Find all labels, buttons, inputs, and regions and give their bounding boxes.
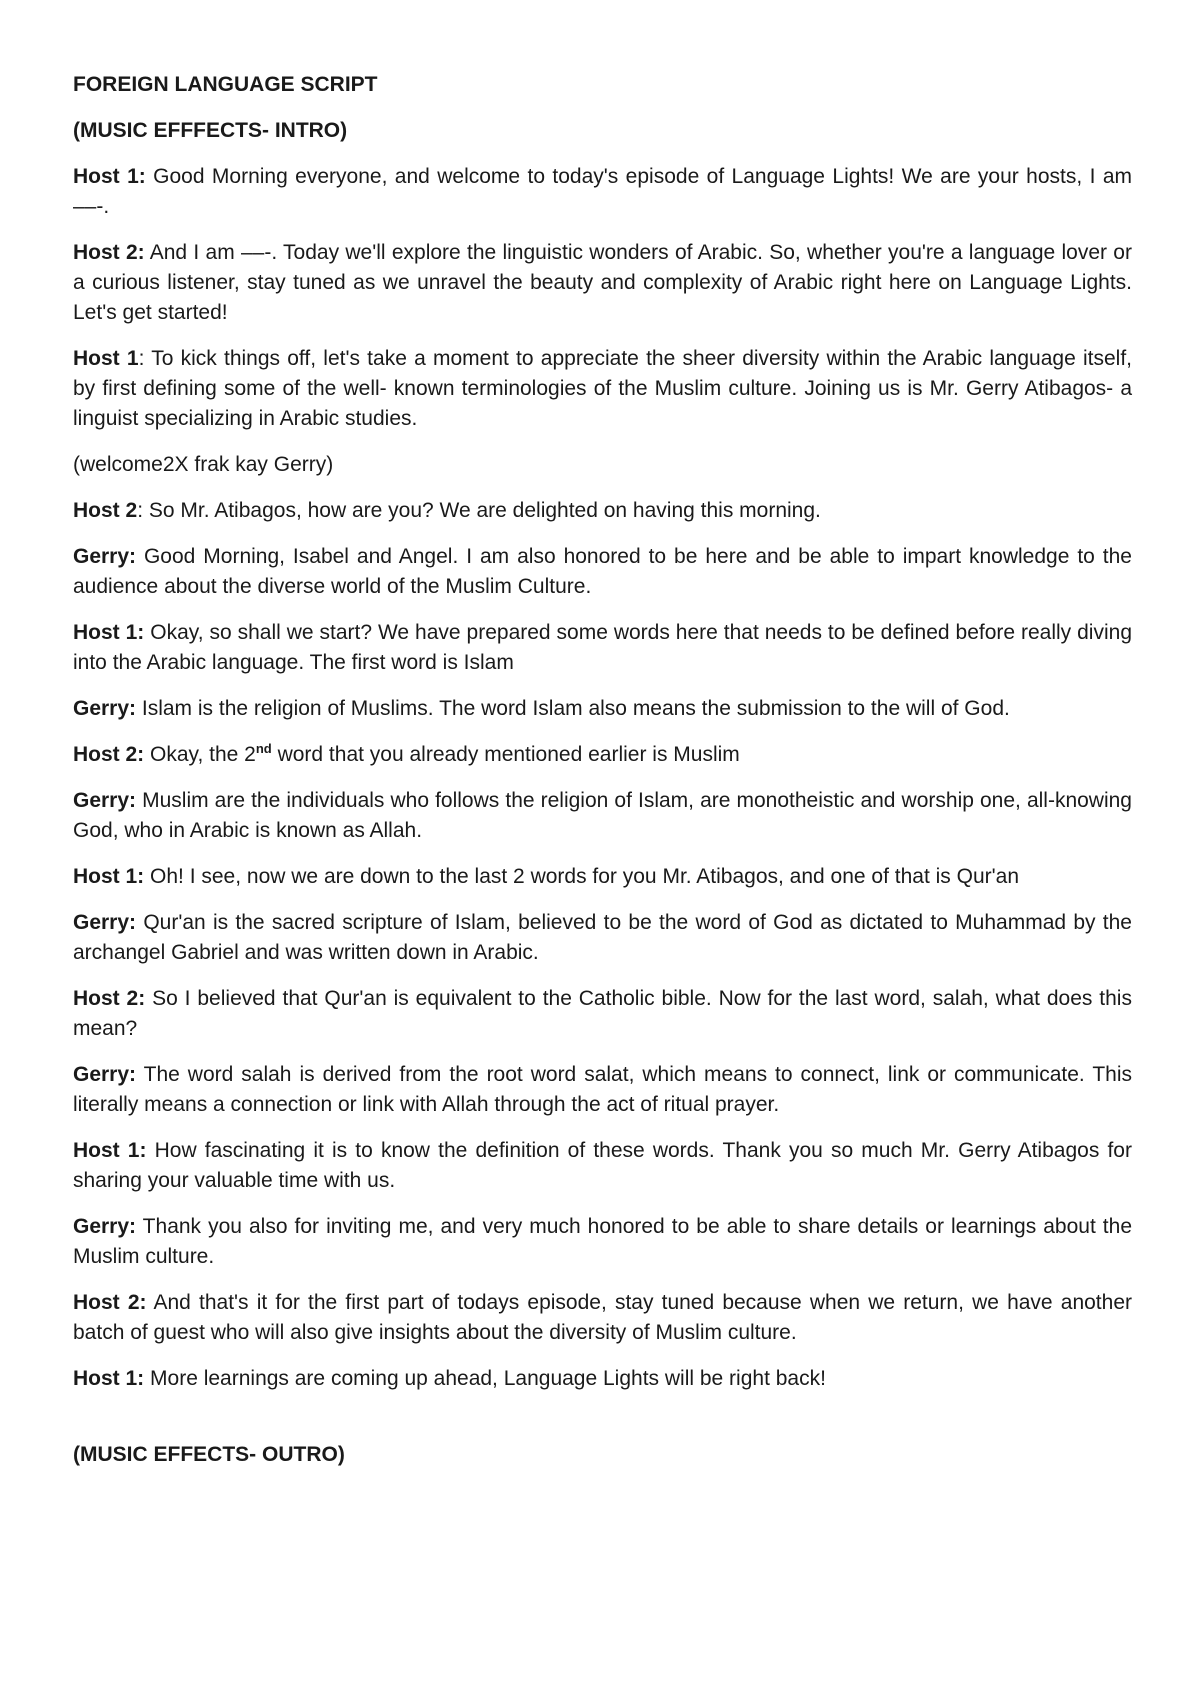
speaker-label: Host 2: (73, 1291, 147, 1314)
dialogue-text: More learnings are coming up ahead, Language Lights will be right back! (144, 1367, 826, 1390)
dialogue-line (73, 542, 1132, 602)
speaker-label: Host 1: (73, 165, 146, 188)
dialogue-line (73, 1364, 1132, 1394)
dialogue-line (73, 1212, 1132, 1272)
speaker-label: Host 1: (73, 1367, 145, 1390)
dialogue-text: : To kick things off, let's take a moment to appreciate the sheer diversity within the Arabic language itself, by first defining some of the well- known terminologies of the Muslim culture. Joining us is Mr. Gerry Atibagos- a linguist specializing in Arabic studies. (73, 347, 1132, 430)
script-title: FOREIGN LANGUAGE SCRIPT (73, 73, 378, 96)
dialogue-line (73, 862, 1132, 892)
dialogue-line (73, 1136, 1132, 1196)
dialogue-line (73, 344, 1132, 434)
dialogue-line (73, 694, 1132, 724)
dialogue-text: Muslim are the individuals who follows the religion of Islam, are monotheistic and worship one, all-knowing God, who in Arabic is known as Allah. (73, 789, 1132, 842)
ordinal-superscript: nd (255, 741, 272, 756)
dialogue-text: And I am ––-. Today we'll explore the linguistic wonders of Arabic. So, whether you're a language lover or a curious listener, stay tuned as we unravel the beauty and complexity of Arabic right here on Language Lights. Let's get started! (73, 241, 1132, 324)
dialogue-text: Oh! I see, now we are down to the last 2 words for you Mr. Atibagos, and one of that is Qur'an (144, 865, 1020, 888)
speaker-label: Host 1: (73, 865, 145, 888)
dialogue-text: word that you already mentioned earlier is Muslim (271, 743, 740, 766)
dialogue-text: Good Morning, Isabel and Angel. I am also honored to be here and be able to impart knowledge to the audience about the diverse world of the Muslim Culture. (73, 545, 1132, 598)
speaker-label: Gerry: (73, 911, 137, 934)
speaker-label: Host 2 (73, 499, 138, 522)
dialogue-text: : So Mr. Atibagos, how are you? We are delighted on having this morning. (137, 499, 821, 522)
dialogue-line (73, 162, 1132, 222)
dialogue-text: Good Morning everyone, and welcome to today's episode of Language Lights! We are your hosts, I am ––-. (73, 165, 1132, 218)
speaker-label: Gerry: (73, 1215, 137, 1238)
intro-music-cue: (MUSIC EFFFECTS- INTRO) (73, 119, 348, 142)
speaker-label: Host 1: (73, 621, 145, 644)
speaker-label: Host 2: (73, 241, 145, 264)
dialogue-text: Okay, so shall we start? We have prepared some words here that needs to be defined before really diving into the Arabic language. The first word is Islam (73, 621, 1132, 674)
dialogue-line (73, 618, 1132, 678)
dialogue-text: Okay, the 2 (144, 743, 256, 766)
speaker-label: Host 1: (73, 1139, 147, 1162)
dialogue-line (73, 908, 1132, 968)
speaker-label: Host 2: (73, 987, 146, 1010)
speaker-label: Host 2: (73, 743, 145, 766)
dialogue-line (73, 1060, 1132, 1120)
dialogue-line (73, 496, 1132, 526)
outro-music-cue: (MUSIC EFFECTS- OUTRO) (73, 1443, 345, 1466)
dialogue-text: And that's it for the first part of todays episode, stay tuned because when we return, we have another batch of guest who will also give insights about the diversity of Muslim culture. (73, 1291, 1132, 1344)
dialogue-text: How fascinating it is to know the definition of these words. Thank you so much Mr. Gerry Atibagos for sharing your valuable time with us. (73, 1139, 1132, 1192)
dialogue-text: Thank you also for inviting me, and very much honored to be able to share details or learnings about the Muslim culture. (73, 1215, 1132, 1268)
dialogue-text: The word salah is derived from the root word salat, which means to connect, link or communicate. This literally means a connection or link with Allah through the act of ritual prayer. (73, 1063, 1132, 1116)
dialogue-line (73, 740, 1132, 770)
speaker-label: Gerry: (73, 697, 137, 720)
dialogue-text: Islam is the religion of Muslims. The word Islam also means the submission to the will of God. (136, 697, 1010, 720)
dialogue-line (73, 984, 1132, 1044)
stage-direction-text: (welcome2X frak kay Gerry) (73, 453, 334, 476)
dialogue-text: So I believed that Qur'an is equivalent to the Catholic bible. Now for the last word, salah, what does this mean? (73, 987, 1132, 1040)
speaker-label: Gerry: (73, 789, 137, 812)
speaker-label: Host 1 (73, 347, 139, 370)
dialogue-line (73, 1288, 1132, 1348)
dialogue-line (73, 786, 1132, 846)
speaker-label: Gerry: (73, 545, 137, 568)
dialogue-text: Qur'an is the sacred scripture of Islam, believed to be the word of God as dictated to Muhammad by the archangel Gabriel and was written down in Arabic. (73, 911, 1132, 964)
stage-direction (73, 450, 1132, 480)
speaker-label: Gerry: (73, 1063, 137, 1086)
dialogue-line (73, 238, 1132, 328)
